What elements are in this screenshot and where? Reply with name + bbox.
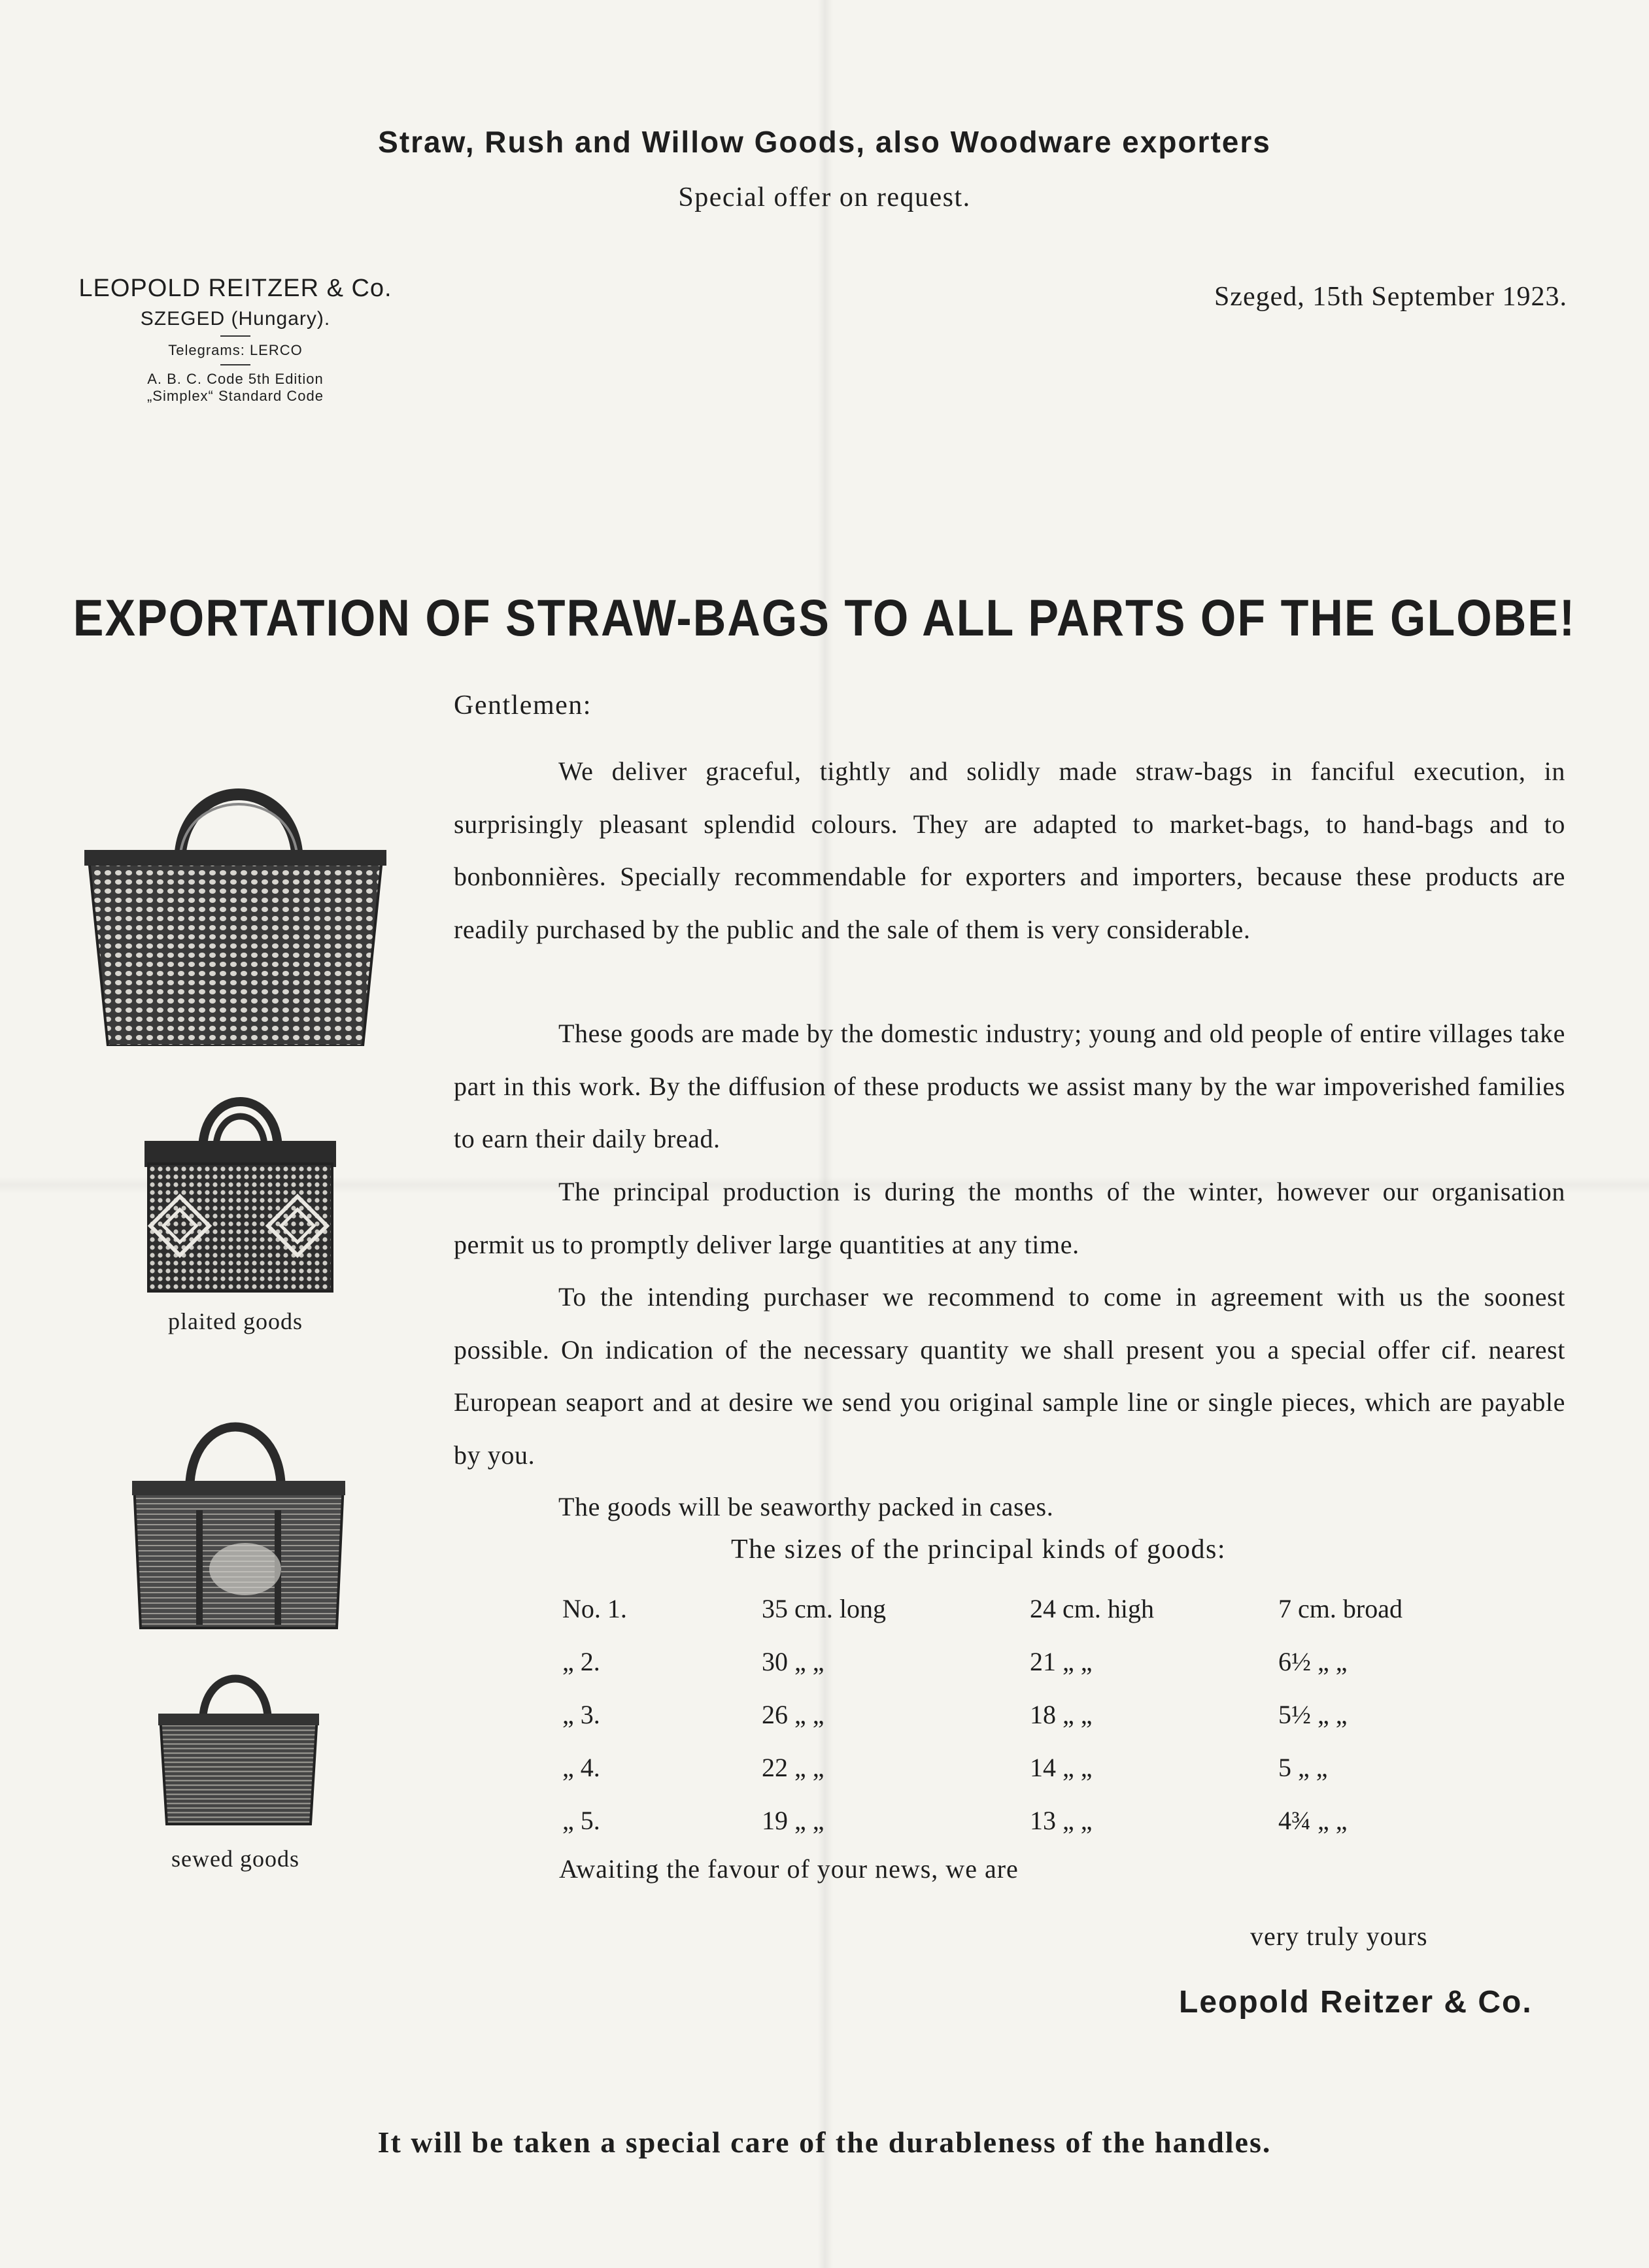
company-city: SZEGED (Hungary). xyxy=(140,308,331,330)
table-row xyxy=(562,1635,1474,1688)
size-length: 22 „ „ xyxy=(762,1753,824,1782)
company-name: LEOPOLD REITZER & Co. xyxy=(78,275,392,302)
table-row xyxy=(562,1794,1474,1847)
dateline: Szeged, 15th September 1923. xyxy=(1214,282,1567,312)
size-number: „ 3. xyxy=(562,1700,600,1729)
company-code-line-1: A. B. C. Code 5th Edition xyxy=(147,371,324,387)
paragraph-1-text: We deliver graceful, tightly and solidly made straw-bags in fanciful execution, in surprisingly pleasant splendid colours. They are adapted to market-bags, to hand-bags and to bonbonnières. Specially recommendable for exporters and importers, because these products are readily purchased by the public and the sale of them is very considerable. xyxy=(454,756,1565,944)
company-block xyxy=(39,275,432,405)
sewed-bag-small-illustration xyxy=(157,1664,320,1827)
size-breadth: 5½ „ „ xyxy=(1278,1700,1348,1729)
paragraph-5-text: The goods will be seaworthy packed in cases. xyxy=(558,1492,1054,1521)
divider xyxy=(220,364,250,365)
paragraph-4 xyxy=(454,1271,1565,1481)
table-row xyxy=(562,1582,1474,1635)
table-row xyxy=(562,1688,1474,1741)
sizes-intro: The sizes of the principal kinds of goods: xyxy=(731,1534,1227,1565)
size-number: „ 4. xyxy=(562,1753,600,1782)
company-telegrams: Telegrams: LERCO xyxy=(168,342,303,358)
size-breadth: 4¾ „ „ xyxy=(1278,1806,1348,1835)
size-number: „ 5. xyxy=(562,1806,600,1835)
sizes-table xyxy=(562,1582,1474,1847)
paragraph-3 xyxy=(454,1166,1565,1271)
size-number: „ 2. xyxy=(562,1647,600,1676)
salutation: Gentlemen: xyxy=(454,690,592,720)
letterhead-tagline: Straw, Rush and Willow Goods, also Woodware exporters xyxy=(378,125,1271,159)
size-height: 24 cm. high xyxy=(1030,1594,1154,1623)
paragraph-1 xyxy=(454,745,1565,956)
size-height: 18 „ „ xyxy=(1030,1700,1093,1729)
company-code-line-2: „Simplex“ Standard Code xyxy=(146,388,324,404)
table-row xyxy=(562,1741,1474,1794)
size-height: 14 „ „ xyxy=(1030,1753,1093,1782)
size-length: 19 „ „ xyxy=(762,1806,824,1835)
paragraph-2-text: These goods are made by the domestic industry; young and old people of entire villages take part in this work. By the diffusion of these products we assist many by the war impoverished families to earn their daily bread. xyxy=(454,1019,1565,1153)
caption-plaited-goods: plaited goods xyxy=(168,1308,303,1334)
headline: EXPORTATION OF STRAW-BAGS TO ALL PARTS OF THE GLOBE! xyxy=(73,589,1576,647)
plaited-bag-diamond-illustration xyxy=(141,1079,340,1295)
size-length: 35 cm. long xyxy=(762,1594,886,1623)
size-breadth: 6½ „ „ xyxy=(1278,1647,1348,1676)
footer-note: It will be taken a special care of the durableness of the handles. xyxy=(377,2125,1272,2159)
paragraph-3-text: The principal production is during the months of the winter, however our organisation permit us to promptly deliver large quantities at any time. xyxy=(454,1177,1565,1259)
paragraph-2 xyxy=(454,1007,1565,1166)
divider xyxy=(220,335,250,337)
size-length: 30 „ „ xyxy=(762,1647,824,1676)
size-height: 21 „ „ xyxy=(1030,1647,1093,1676)
size-length: 26 „ „ xyxy=(762,1700,824,1729)
plaited-bag-large-illustration xyxy=(82,758,389,1046)
size-number: No. 1. xyxy=(562,1594,627,1623)
size-breadth: 7 cm. broad xyxy=(1278,1594,1402,1623)
closing-line: Awaiting the favour of your news, we are xyxy=(559,1854,1019,1884)
caption-sewed-goods: sewed goods xyxy=(171,1846,299,1872)
letterhead-offer: Special offer on request. xyxy=(678,182,971,212)
paragraph-4-text: To the intending purchaser we recommend to come in agreement with us the soonest possible. On indication of the necessary quantity we shall present you a special offer cif. nearest European seaport and at desire we send you original sample line or single pieces, which are payable by you. xyxy=(454,1282,1565,1470)
size-height: 13 „ „ xyxy=(1030,1806,1093,1835)
sewed-bag-large-illustration xyxy=(131,1412,347,1634)
size-breadth: 5 „ „ xyxy=(1278,1753,1328,1782)
valediction: very truly yours xyxy=(1250,1921,1428,1951)
paragraph-5 xyxy=(454,1481,1565,1534)
signature: Leopold Reitzer & Co. xyxy=(1179,1985,1533,2020)
